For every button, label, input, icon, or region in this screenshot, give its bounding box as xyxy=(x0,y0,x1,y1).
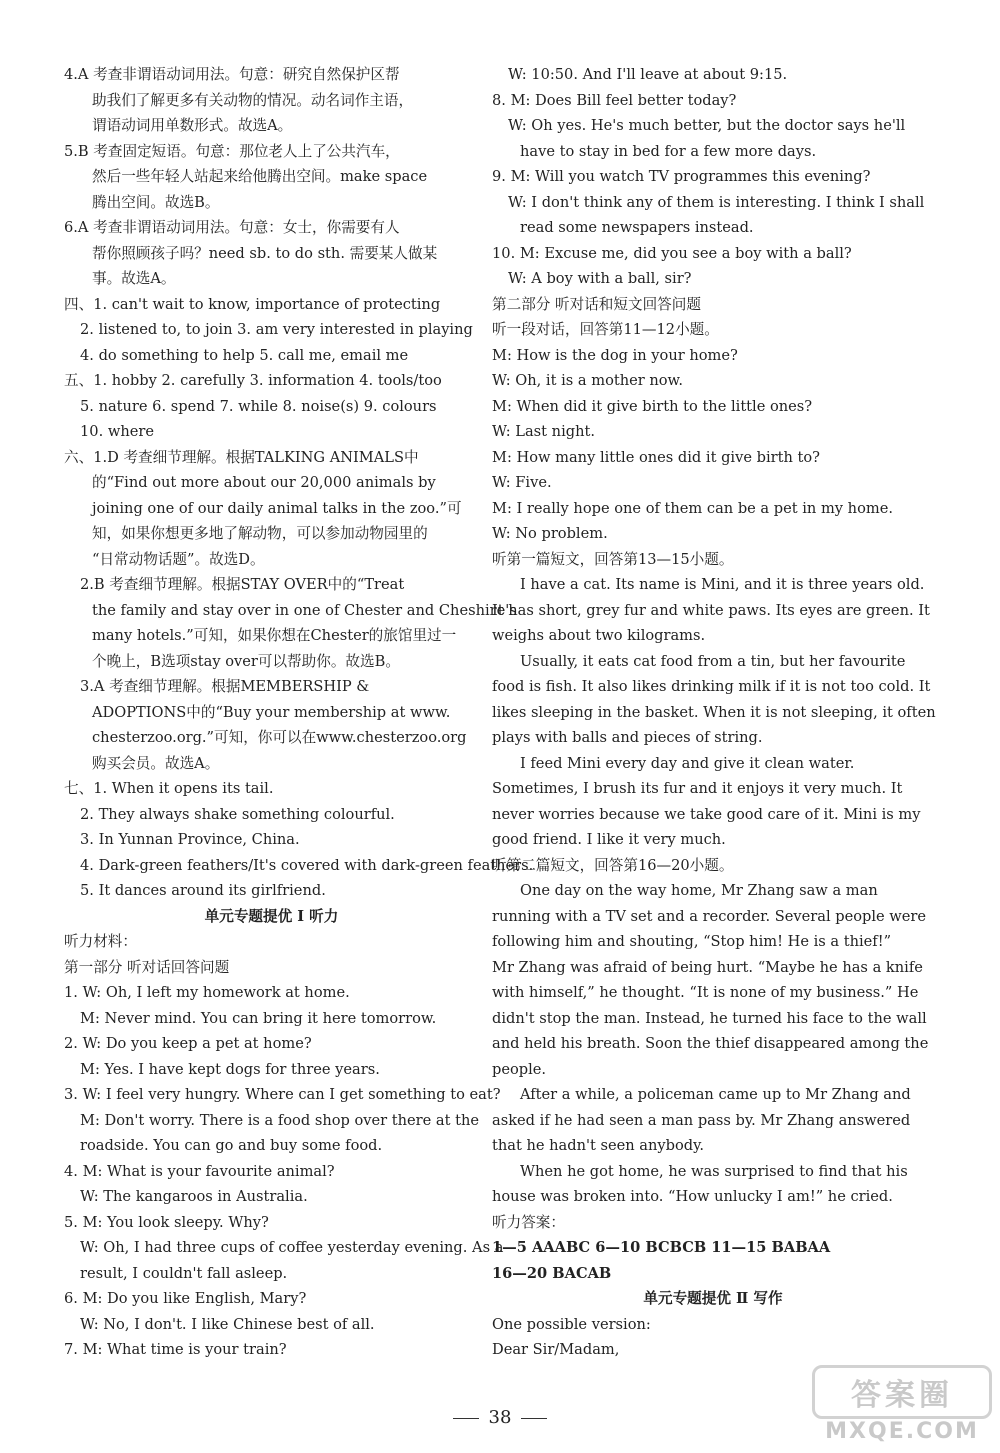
left-line: 听力材料： xyxy=(64,933,137,950)
left-line: 10. where xyxy=(80,423,154,440)
right-line: Dear Sir/Madam, xyxy=(492,1341,620,1358)
right-line: 听第一篇短文，回答第13—15小题。 xyxy=(492,550,734,568)
right-line: following him and shouting, “Stop him! He is a thief!” xyxy=(492,933,892,950)
right-line: house was broken into. “How unlucky I am!” he cried. xyxy=(492,1188,893,1205)
right-line: Mr Zhang was afraid of being hurt. “Maybe he has a knife xyxy=(492,958,923,976)
right-line: 10. M: Excuse me, did you see a boy with a ball? xyxy=(492,244,852,262)
left-line: chesterzoo.org.”可知，你可以在www.chesterzoo.org xyxy=(92,729,467,746)
right-line: M: How is the dog in your home? xyxy=(492,346,738,364)
left-line: W: No, I don't. I like Chinese best of all. xyxy=(80,1315,375,1333)
right-line: M: How many little ones did it give birth to? xyxy=(492,448,820,466)
left-line: 3.A 考查细节理解。根据MEMBERSHIP & xyxy=(80,678,370,695)
left-line: “日常动物话题”。故选D。 xyxy=(92,550,265,568)
page-number: 38 xyxy=(488,1407,512,1428)
page-number-dash-left xyxy=(453,1418,479,1419)
left-line: roadside. You can go and buy some food. xyxy=(80,1137,383,1154)
left-line: 腾出空间。故选B。 xyxy=(92,193,220,211)
left-line: 4. Dark-green feathers/It's covered with dark-green feathers. xyxy=(80,856,534,874)
left-line: the family and stay over in one of Chester and Cheshire's xyxy=(92,601,517,619)
right-line: M: When did it give birth to the little ones? xyxy=(492,397,813,415)
right-line: and held his breath. Soon the thief disappeared among the xyxy=(492,1035,929,1052)
left-line: 2. W: Do you keep a pet at home? xyxy=(64,1035,312,1052)
left-line: 2. listened to, to join 3. am very interested in playing xyxy=(80,321,473,338)
right-line: W: Five. xyxy=(492,474,552,491)
right-line: W: I don't think any of them is interesting. I think I shall xyxy=(508,193,925,211)
right-column xyxy=(492,62,934,1363)
left-line: 7. M: What time is your train? xyxy=(64,1341,287,1358)
right-line: 听一段对话，回答第11—12小题。 xyxy=(492,321,719,338)
left-line: W: The kangaroos in Australia. xyxy=(80,1188,308,1205)
right-line: 听力答案： xyxy=(492,1213,565,1231)
left-line: 的“Find out more about our 20,000 animals by xyxy=(92,474,436,491)
right-line: good friend. I like it very much. xyxy=(492,831,726,848)
left-line: 个晚上，B选项stay over可以帮助你。故选B。 xyxy=(92,652,400,670)
right-line: W: No problem. xyxy=(492,525,608,542)
right-line: read some newspapers instead. xyxy=(520,219,754,236)
right-line: 16—20 BACAB xyxy=(492,1264,612,1282)
right-line: W: A boy with a ball, sir? xyxy=(508,270,692,287)
right-line: 第二部分 听对话和短文回答问题 xyxy=(492,295,701,313)
left-line: 2. They always shake something colourful. xyxy=(80,805,395,823)
left-line: 帮你照顾孩子吗？need sb. to do sth. 需要某人做某 xyxy=(92,244,438,262)
right-line: One possible version: xyxy=(492,1315,651,1333)
left-line: 谓语动词用单数形式。故选A。 xyxy=(92,117,293,134)
right-line: that he hadn't seen anybody. xyxy=(492,1137,705,1154)
right-line: One day on the way home, Mr Zhang saw a man xyxy=(520,882,878,899)
right-line: When he got home, he was surprised to find that his xyxy=(520,1162,908,1180)
left-line: M: Yes. I have kept dogs for three years. xyxy=(80,1060,380,1078)
right-line: 8. M: Does Bill feel better today? xyxy=(492,91,737,109)
right-line: W: Last night. xyxy=(492,423,595,440)
right-line: didn't stop the man. Instead, he turned his face to the wall xyxy=(492,1009,927,1027)
right-line: weighs about two kilograms. xyxy=(492,627,706,644)
right-line: Sometimes, I brush its fur and it enjoys it very much. It xyxy=(492,780,903,797)
right-line: running with a TV set and a recorder. Several people were xyxy=(492,907,927,925)
right-line: have to stay in bed for a few more days. xyxy=(520,142,817,160)
left-line: 2.B 考查细节理解。根据STAY OVER中的“Treat xyxy=(80,576,405,593)
right-line: I have a cat. Its name is Mini, and it is three years old. xyxy=(520,576,925,593)
right-line: people. xyxy=(492,1060,547,1078)
left-line: 1. W: Oh, I left my homework at home. xyxy=(64,984,350,1001)
left-line: 4. do something to help 5. call me, email me xyxy=(80,346,409,364)
left-line: 第一部分 听对话回答问题 xyxy=(64,958,230,976)
right-line: likes sleeping in the basket. When it is not sleeping, it often xyxy=(492,703,936,721)
right-line: plays with balls and pieces of string. xyxy=(492,729,763,746)
left-line: 4.A 考查非谓语动词用法。句意：研究自然保护区帮 xyxy=(64,66,400,83)
watermark-top: 答案圈 xyxy=(812,1365,992,1419)
left-line: joining one of our daily animal talks in the zoo.”可 xyxy=(92,499,462,517)
left-line: 5. nature 6. spend 7. while 8. noise(s) 9. colours xyxy=(80,397,437,415)
left-line: 单元专题提优 Ⅰ 听力 xyxy=(204,907,339,925)
left-line: 事。故选A。 xyxy=(92,270,176,287)
left-line: W: Oh, I had three cups of coffee yesterday evening. As a xyxy=(80,1239,504,1256)
left-line: 知，如果你想更多地了解动物，可以参加动物园里的 xyxy=(92,525,428,542)
left-line: 购买会员。故选A。 xyxy=(92,754,220,772)
right-line: After a while, a policeman came up to Mr Zhang and xyxy=(520,1086,911,1103)
left-line: 6.A 考查非谓语动词用法。句意：女士，你需要有人 xyxy=(64,219,400,236)
left-line: ADOPTIONS中的“Buy your membership at www. xyxy=(92,703,451,721)
right-line: Usually, it eats cat food from a tin, but her favourite xyxy=(520,652,906,670)
right-line: with himself,” he thought. “It is none of my business.” He xyxy=(492,984,919,1001)
left-line: 五、1. hobby 2. carefully 3. information 4. tools/too xyxy=(64,372,442,389)
left-line: 六、1.D 考查细节理解。根据TALKING ANIMALS中 xyxy=(64,448,419,466)
left-line: 5. M: You look sleepy. Why? xyxy=(64,1213,269,1231)
left-line: 5.B 考查固定短语。句意：那位老人上了公共汽车， xyxy=(64,142,400,160)
watermark-bottom: MXQE.COM xyxy=(825,1419,979,1444)
right-line: asked if he had seen a man pass by. Mr Zhang answered xyxy=(492,1111,911,1129)
right-line: W: Oh yes. He's much better, but the doctor says he'll xyxy=(508,117,906,134)
right-line: W: 10:50. And I'll leave at about 9:15. xyxy=(508,66,788,83)
left-line: 七、1. When it opens its tail. xyxy=(64,780,274,797)
left-line: 6. M: Do you like English, Mary? xyxy=(64,1290,307,1307)
left-line: 四、1. can't wait to know, importance of protecting xyxy=(64,295,441,313)
left-line: 5. It dances around its girlfriend. xyxy=(80,882,326,899)
left-line: 3. W: I feel very hungry. Where can I get something to eat? xyxy=(64,1086,501,1103)
left-line: result, I couldn't fall asleep. xyxy=(80,1264,288,1282)
left-line: M: Don't worry. There is a food shop over there at the xyxy=(80,1111,480,1129)
right-line: W: Oh, it is a mother now. xyxy=(492,372,683,389)
left-line: 然后一些年轻人站起来给他腾出空间。make space xyxy=(92,168,428,185)
right-line: 听第二篇短文，回答第16—20小题。 xyxy=(492,856,734,874)
right-line: never worries because we take good care of it. Mini is my xyxy=(492,805,921,823)
right-line: 单元专题提优 Ⅱ 写作 xyxy=(643,1290,783,1307)
left-line: 4. M: What is your favourite animal? xyxy=(64,1162,335,1180)
right-line: It has short, grey fur and white paws. Its eyes are green. It xyxy=(492,601,930,619)
right-line: M: I really hope one of them can be a pet in my home. xyxy=(492,499,893,517)
watermark-logo xyxy=(812,1351,992,1447)
page-number-dash-right xyxy=(521,1418,547,1419)
left-line: 助我们了解更多有关动物的情况。动名词作主语， xyxy=(92,91,414,109)
right-line: 1—5 AAABC 6—10 BCBCB 11—15 BABAA xyxy=(492,1239,831,1256)
right-line: food is fish. It also likes drinking milk if it is not too cold. It xyxy=(492,678,931,695)
left-line: many hotels.”可知，如果你想在Chester的旅馆里过一 xyxy=(92,627,457,644)
left-line: M: Never mind. You can bring it here tomorrow. xyxy=(80,1009,437,1027)
right-line: I feed Mini every day and give it clean water. xyxy=(520,754,855,772)
left-line: 3. In Yunnan Province, China. xyxy=(80,831,300,848)
right-line: 9. M: Will you watch TV programmes this evening? xyxy=(492,168,871,185)
